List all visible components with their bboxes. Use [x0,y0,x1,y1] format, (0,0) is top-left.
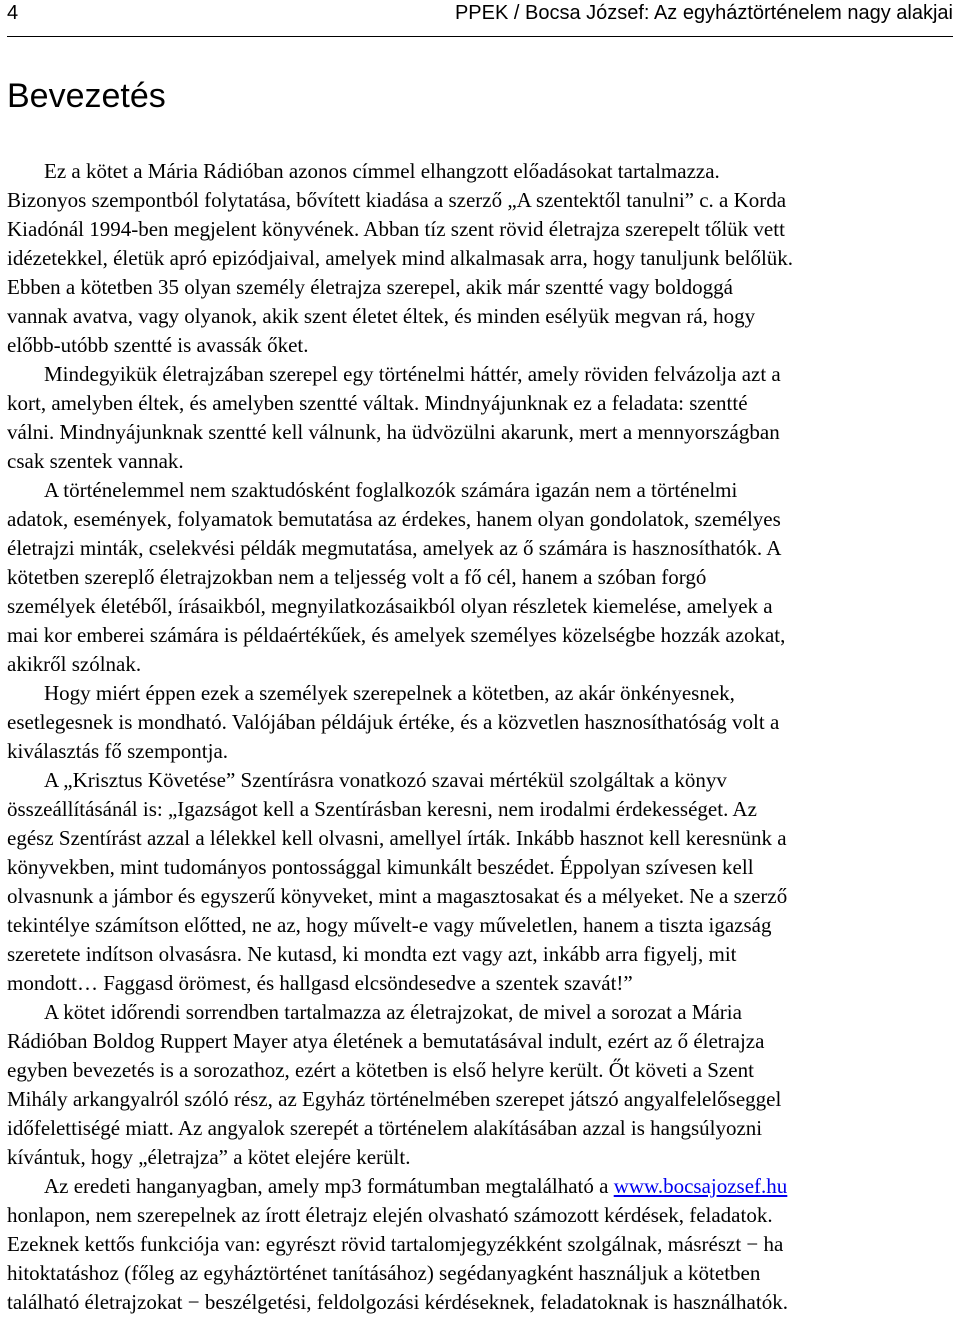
text-line: esetlegesnek is mondható. Valójában példájuk értéke, és a közvetlen hasznosíthatóság volt a [7,710,780,734]
text-line: Bizonyos szempontból folytatása, bővített kiadása a szerző „A szentektől tanulni” c. a Korda [7,188,787,212]
text-line: Rádióban Boldog Ruppert Mayer atya életének a bemutatásával indult, ezért az ő életrajza [7,1029,765,1053]
text-line: időfelettiségé miatt. Az angyalok szerepét a történelem alakításában azzal is hangsúlyozni [7,1116,763,1140]
text-line: Ezeknek kettős funkciója van: egyrészt rövid tartalomjegyzékként szolgálnak, másrészt − ha [7,1232,784,1256]
text-line: honlapon, nem szerepelnek az írott életrajz elején olvasható számozott kérdések, feladatok. [7,1203,773,1227]
text-line: kívántuk, hogy „életrajza” a kötet elejére került. [7,1145,411,1169]
text-line: kort, amelyben éltek, és amelyben szentté váltak. Mindnyájunknak ez a feladata: szentté [7,391,748,415]
text-line [7,1172,960,1201]
text-line: A történelemmel nem szaktudósként foglalkozók számára igazán nem a történelmi [44,478,738,502]
text-line: Ebben a kötetben 35 olyan személy életrajza szerepel, akik már szentté vagy boldoggá [7,275,733,299]
text-line: Ez a kötet a Mária Rádióban azonos címmel elhangzott előadásokat tartalmazza. [44,159,720,183]
text-line: szeretete indítson olvasásra. Ne kutasd, ki mondta ezt vagy azt, inkább arra figyelj, mit [7,942,737,966]
paragraph [7,766,960,998]
text-line: könyvekben, mint tudományos pontossággal kimunkált beszédet. Éppolyan szívesen kell [7,855,754,879]
page-header [7,0,953,37]
text-line: válni. Mindnyájunknak szentté kell válnunk, ha üdvözülni akarunk, mert a mennyországban [7,420,780,444]
text-line: csak szentek vannak. [7,449,184,473]
text-line: hitoktatáshoz (főleg az egyháztörténet tanításához) segédanyagként használjuk a kötetben [7,1261,761,1285]
text-line: akikről szólnak. [7,652,142,676]
paragraph [7,157,960,360]
section-heading: Bevezetés [7,77,166,115]
text-line: egész Szentírást azzal a lélekkel kell olvasni, amellyel írták. Inkább hasznot kell keresnünk a [7,826,787,850]
body-text [7,157,960,1317]
paragraph [7,998,960,1172]
text-line: kötetben szereplő életrajzokban nem a teljesség volt a fő cél, hanem a szóban forgó [7,565,707,589]
text-line: vannak avatva, vagy olyanok, akik szent életet éltek, és minden esélyük megvan rá, hogy [7,304,756,328]
paragraph [7,360,960,476]
text-line: adatok, események, folyamatok bemutatása az érdekes, hanem olyan gondolatok, személyes [7,507,781,531]
text-line: A „Krisztus Követése” Szentírásra vonatkozó szavai mértékül szolgáltak a könyv [44,768,727,792]
text-line: Hogy miért éppen ezek a személyek szerepelnek a kötetben, az akár önkényesnek, [44,681,735,705]
text-segment: Az eredeti hanganyagban, amely mp3 formátumban megtalálható a [44,1174,614,1198]
text-line: idézetekkel, életük apró epizódjaival, amelyek mind alkalmasak arra, hogy tanuljunk belőlük. [7,246,794,270]
text-line: életrajzi minták, cselekvési példák megmutatása, amelyek az ő számára is hasznosíthatók. A [7,536,782,560]
text-line: Mindegyikük életrajzában szerepel egy történelmi háttér, amely röviden felvázolja azt a [44,362,781,386]
text-line: kiválasztás fő szempontja. [7,739,229,763]
text-line: A kötet időrendi sorrendben tartalmazza az életrajzokat, de mivel a sorozat a Mária [44,1000,742,1024]
paragraph [7,1172,960,1317]
website-link[interactable]: www.bocsajozsef.hu [613,1174,788,1198]
page-number: 4 [7,2,19,24]
text-line: személyek életéből, írásaikból, megnyilatkozásaikból olyan részletek kiemelése, amelyek a [7,594,773,618]
text-line: mai kor emberei számára is példaértékűek, és amelyek személyes közelségbe hozzák azokat, [7,623,786,647]
paragraph [7,476,960,679]
text-line: mondott… Faggasd örömest, és hallgasd elcsöndesedve a szentek szavát!” [7,971,633,995]
text-line: Kiadónál 1994-ben megjelent könyvének. Abban tíz szent rövid életrajza szerepelt tőlük vett [7,217,785,241]
text-line: található életrajzokat − beszélgetési, feldolgozási kérdéseknek, feladatoknak is használhatók. [7,1290,788,1314]
running-title: PPEK / Bocsa József: Az egyháztörténelem nagy alakjai [454,2,953,24]
text-line: összeállításánál is: „Igazságot kell a Szentírásban keresni, nem irodalmi érdekességet. Az [7,797,757,821]
text-line: olvasnunk a jámbor és egyszerű könyveket, mint a magasztosakat és a mélyeket. Ne a szerző [7,884,788,908]
paragraph [7,679,960,766]
text-line: Mihály arkangyalról szóló rész, az Egyház történelmében szerepet játszó angyalfelelőseggel [7,1087,782,1111]
text-line: előbb-utóbb szentté is avassák őket. [7,333,309,357]
text-line: egyben bevezetés is a sorozathoz, ezért a kötetben is első helyre került. Őt követi a Szent [7,1058,754,1082]
text-line: tekintélye számítson előtted, ne az, hogy művelt-e vagy műveletlen, hanem a tiszta igazság [7,913,772,937]
